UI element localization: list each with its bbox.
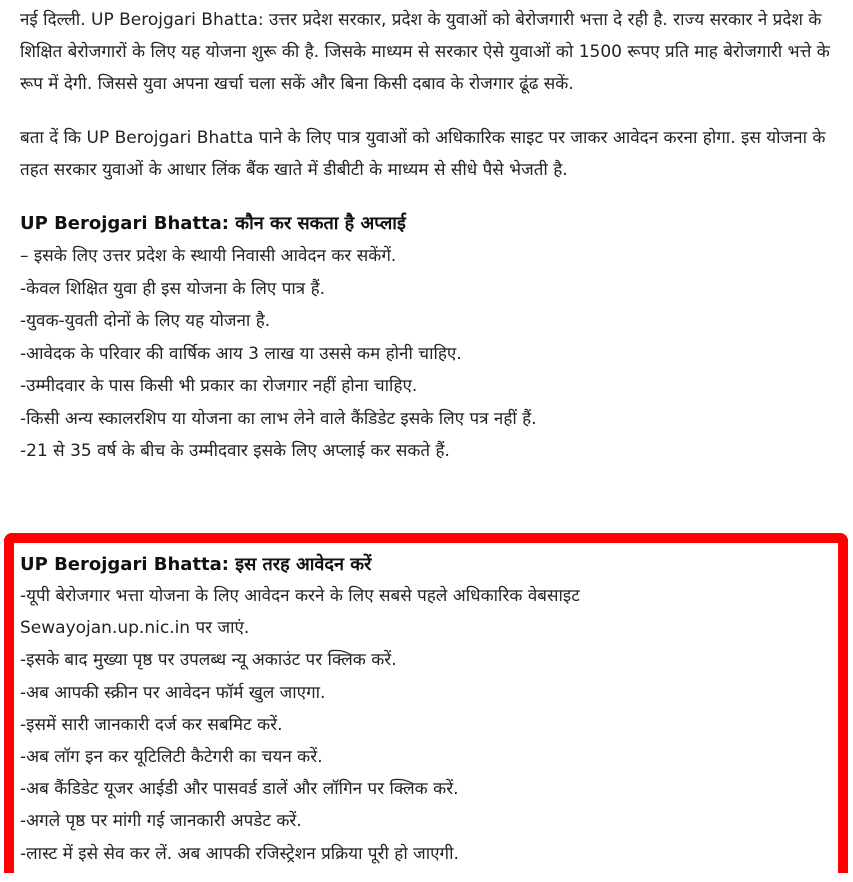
- list-item: – इसके लिए उत्तर प्रदेश के स्थायी निवासी आवेदन कर सकेंगें.: [20, 246, 397, 266]
- list-item: -अगले पृष्ठ पर मांगी गई जानकारी अपडेट करें.: [20, 811, 302, 832]
- article-body: [20, 4, 835, 468]
- list-item: -अब लॉग इन कर यूटिलिटी कैटेगरी का चयन करें.: [20, 747, 323, 768]
- list-item: -अब आपकी स्क्रीन पर आवेदन फॉर्म खुल जाएगा.: [20, 682, 326, 703]
- list-item: -किसी अन्य स्कालरशिप या योजना का लाभ लेने वाले कैंडिडेट इसके लिए पत्र नहीं हैं.: [20, 408, 537, 429]
- eligibility-heading: UP Berojgari Bhatta: कौन कर सकता है अप्लाई: [20, 213, 406, 234]
- list-item: -21 से 35 वर्ष के बीच के उम्मीदवार इसके लिए अप्लाई कर सकते हैं.: [20, 441, 450, 461]
- apply-steps-list: [20, 580, 820, 870]
- list-item: -उम्मीदवार के पास किसी भी प्रकार का रोजगार नहीं होना चाहिए.: [20, 376, 418, 396]
- list-item: -लास्ट में इसे सेव कर लें. अब आपकी रजिस्ट्रेशन प्रक्रिया पूरी हो जाएगी.: [20, 843, 459, 864]
- list-item: Sewayojan.up.nic.in पर जाएं.: [20, 618, 250, 639]
- eligibility-list: [20, 240, 835, 468]
- intro-paragraph-1: नई दिल्ली. UP Berojgari Bhatta: उत्तर प्रदेश सरकार, प्रदेश के युवाओं को बेरोजगारी भत्ता दे रही है. राज्य सरकार ने प्रदेश के शिक्षित बेरोजगारों के लिए यह योजना शुरू की है. जिसके माध्यम से सरकार ऐसे युवाओं को 1500 रूपए प्रति माह बेरोजगारी भत्ते के रूप में देगी. जिससे युवा अपना खर्चा चला सकें और बिना किसी दबाव के रोजगार ढूंढ सकें.: [20, 10, 830, 94]
- list-item: -युवक-युवती दोनों के लिए यह योजना है.: [20, 311, 271, 331]
- list-item: -यूपी बेरोजगार भत्ता योजना के लिए आवेदन करने के लिए सबसे पहले अधिकारिक वेबसाइट: [20, 586, 580, 606]
- list-item: -केवल शिक्षित युवा ही इस योजना के लिए पात्र हैं.: [20, 278, 326, 299]
- apply-section: [20, 550, 820, 870]
- list-item: -आवेदक के परिवार की वार्षिक आय 3 लाख या उससे कम होनी चाहिए.: [20, 343, 462, 364]
- list-item: -इसमें सारी जानकारी दर्ज कर सबमिट करें.: [20, 714, 283, 735]
- apply-heading: UP Berojgari Bhatta: इस तरह आवेदन करें: [20, 554, 372, 575]
- intro-paragraph-2: बता दें कि UP Berojgari Bhatta पाने के लिए पात्र युवाओं को अधिकारिक साइट पर जाकर आवेदन करना होगा. इस योजना के तहत सरकार युवाओं के आधार लिंक बैंक खाते में डीबीटी के माध्यम से सीधे पैसे भेजती है.: [20, 128, 826, 180]
- list-item: -इसके बाद मुख्या पृष्ठ पर उपलब्ध न्यू अकाउंट पर क्लिक करें.: [20, 650, 397, 671]
- list-item: -अब कैंडिडेट यूजर आईडी और पासवर्ड डालें और लॉगिन पर क्लिक करें.: [20, 779, 459, 800]
